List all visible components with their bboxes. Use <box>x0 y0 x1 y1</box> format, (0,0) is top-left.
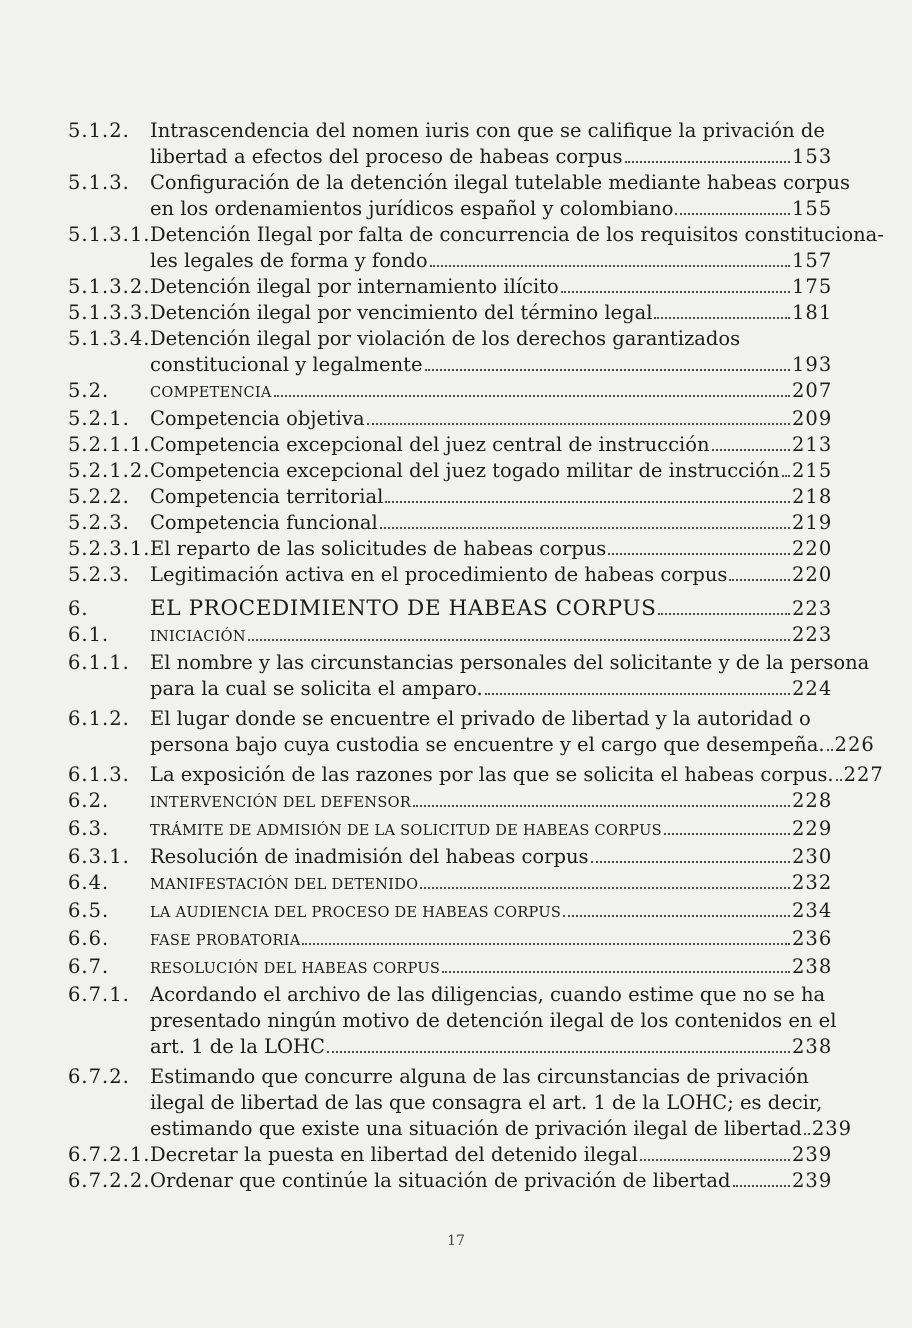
dot-leader <box>625 161 791 163</box>
dot-leader <box>327 1051 790 1053</box>
entry-title-line: El lugar donde se encuentre el privado de libertad y la autoridad o <box>150 707 811 730</box>
entry-title-line: Detención ilegal por vencimiento del término legal <box>150 301 653 324</box>
entry-title-line: presentado ningún motivo de detención ilegal de los contenidos en el <box>150 1009 837 1032</box>
dot-leader <box>658 613 790 615</box>
entry-title-line: LA AUDIENCIA DEL PROCESO DE HABEAS CORPUS <box>150 905 562 921</box>
entry-page: 213 <box>792 433 833 456</box>
entry-number: 6.2. <box>68 789 110 812</box>
toc-entry <box>68 762 884 788</box>
toc-entry <box>68 706 875 758</box>
entry-title-line: para la cual se solicita el amparo. <box>150 677 483 700</box>
entry-page: 181 <box>792 301 833 324</box>
entry-title-line: Ordenar que continúe la situación de privación de libertad <box>150 1169 731 1192</box>
entry-number: 6.1.1. <box>68 651 130 674</box>
entry-title-line: Competencia excepcional del juez togado militar de instrucción <box>150 459 780 482</box>
entry-number: 5.2.1.2. <box>68 459 151 482</box>
entry-title-line: La exposición de las razones por las que se solicita el habeas corpus. <box>150 763 834 786</box>
dot-leader <box>442 971 790 973</box>
dot-leader <box>675 213 790 215</box>
entry-page: 224 <box>792 677 833 700</box>
entry-title-line: Intrascendencia del nomen iuris con que se califique la privación de <box>150 119 825 142</box>
entry-number: 5.2.1. <box>68 407 130 430</box>
entry-title-line: Competencia objetiva <box>150 407 365 430</box>
entry-page: 239 <box>792 1169 833 1192</box>
entry-title-line: EL PROCEDIMIENTO DE HABEAS CORPUS <box>150 596 657 621</box>
dot-leader <box>248 639 790 641</box>
entry-number: 6.6. <box>68 927 110 950</box>
entry-title-line: persona bajo cuya custodia se encuentre y el cargo que desempeña. <box>150 733 825 756</box>
entry-number: 6.7.2. <box>68 1065 130 1088</box>
entry-page: 239 <box>792 1143 833 1166</box>
entry-title-line: Decretar la puesta en libertad del detenido ilegal <box>150 1143 638 1166</box>
entry-title-line: Competencia territorial <box>150 485 384 508</box>
entry-number: 5.2.3. <box>68 563 130 586</box>
entry-title-line: Legitimación activa en el procedimiento de habeas corpus <box>150 563 728 586</box>
entry-page: 219 <box>792 511 833 534</box>
toc-entry <box>68 510 832 536</box>
entry-number: 5.1.3.3. <box>68 301 151 324</box>
dot-leader <box>485 693 790 695</box>
entry-title-line: art. 1 de la LOHC <box>150 1035 325 1058</box>
entry-number: 5.2. <box>68 379 110 402</box>
entry-number: 5.2.1.1. <box>68 433 151 456</box>
entry-page: 232 <box>792 871 833 894</box>
dot-leader <box>654 317 790 319</box>
entry-title-line: les legales de forma y fondo <box>150 249 428 272</box>
entry-page: 223 <box>792 597 833 620</box>
toc-entry <box>68 222 884 274</box>
toc-entry <box>68 484 832 510</box>
entry-number: 6.7. <box>68 955 110 978</box>
entry-page: 238 <box>792 1035 833 1058</box>
entry-title-line: Acordando el archivo de las diligencias, cuando estime que no se ha <box>150 983 826 1006</box>
dot-leader <box>729 579 790 581</box>
entry-title-line: estimando que existe una situación de privación ilegal de libertad <box>150 1117 802 1140</box>
toc-entry <box>68 536 832 562</box>
dot-leader <box>712 449 790 451</box>
entry-page: 223 <box>792 623 833 646</box>
dot-leader <box>420 887 790 889</box>
entry-page: 209 <box>792 407 833 430</box>
dot-leader <box>380 527 790 529</box>
entry-title-line: Detención Ilegal por falta de concurrencia de los requisitos constituciona- <box>150 223 884 246</box>
entry-title-line: El nombre y las circunstancias personales del solicitante y de la persona <box>150 651 870 674</box>
toc-entry <box>68 458 832 484</box>
toc-entry <box>68 1168 832 1194</box>
entry-number: 6.7.2.1. <box>68 1143 151 1166</box>
toc-entry <box>68 406 832 432</box>
toc-entry <box>68 274 832 300</box>
entry-number: 5.1.3. <box>68 171 130 194</box>
toc-entry <box>68 622 832 650</box>
toc-entry <box>68 1064 853 1142</box>
entry-title-line: constitucional y legalmente <box>150 353 423 376</box>
entry-page: 155 <box>792 197 833 220</box>
entry-title-line: TRÁMITE DE ADMISIÓN DE LA SOLICITUD DE HABEAS CORPUS <box>150 823 662 839</box>
toc-entry <box>68 118 832 170</box>
toc-entry <box>68 1142 832 1168</box>
entry-page: 227 <box>843 763 884 786</box>
toc-entry <box>68 926 832 954</box>
dot-leader <box>385 501 790 503</box>
page-number: 17 <box>447 1233 465 1249</box>
entry-number: 5.1.3.1. <box>68 223 151 246</box>
dot-leader <box>430 265 790 267</box>
entry-number: 5.2.3. <box>68 511 130 534</box>
entry-number: 5.1.3.4. <box>68 327 151 350</box>
entry-page: 234 <box>792 899 833 922</box>
entry-page: 229 <box>792 817 833 840</box>
entry-number: 5.1.3.2. <box>68 275 151 298</box>
toc-entry <box>68 596 832 622</box>
toc-entry <box>68 788 832 816</box>
entry-page: 238 <box>792 955 833 978</box>
dot-leader <box>413 805 790 807</box>
dot-leader <box>591 861 790 863</box>
dot-leader <box>608 553 790 555</box>
entry-number: 5.2.3.1. <box>68 537 151 560</box>
entry-title-line: COMPETENCIA <box>150 385 272 401</box>
dot-leader <box>640 1159 790 1161</box>
entry-number: 6.7.1. <box>68 983 130 1006</box>
toc-entry <box>68 432 832 458</box>
entry-title-line: El reparto de las solicitudes de habeas corpus <box>150 537 607 560</box>
entry-number: 6.1. <box>68 623 110 646</box>
entry-title-line: INICIACIÓN <box>150 629 246 645</box>
entry-page: 228 <box>792 789 833 812</box>
toc-entry <box>68 954 832 982</box>
entry-title-line: Configuración de la detención ilegal tutelable mediante habeas corpus <box>150 171 850 194</box>
entry-number: 6.3.1. <box>68 845 130 868</box>
toc-entry <box>68 300 832 326</box>
entry-page: 193 <box>792 353 833 376</box>
entry-title-line: Resolución de inadmisión del habeas corpus <box>150 845 589 868</box>
entry-number: 6.4. <box>68 871 110 894</box>
entry-number: 6. <box>68 597 89 620</box>
entry-title-line: Competencia excepcional del juez central de instrucción <box>150 433 710 456</box>
entry-page: 230 <box>792 845 833 868</box>
entry-page: 218 <box>792 485 833 508</box>
dot-leader <box>302 943 790 945</box>
dot-leader <box>561 291 790 293</box>
toc-entry <box>68 844 832 870</box>
entry-number: 6.3. <box>68 817 110 840</box>
entry-title-line: en los ordenamientos jurídicos español y colombiano <box>150 197 674 220</box>
dot-leader <box>827 749 833 751</box>
table-of-contents <box>68 118 884 1194</box>
toc-entry <box>68 378 832 406</box>
entry-number: 6.7.2.2. <box>68 1169 151 1192</box>
entry-title-line: Competencia funcional <box>150 511 378 534</box>
toc-entry <box>68 650 870 702</box>
entry-number: 6.1.3. <box>68 763 130 786</box>
toc-entry <box>68 562 832 588</box>
toc-entry <box>68 326 832 378</box>
entry-page: 236 <box>792 927 833 950</box>
entry-page: 207 <box>792 379 833 402</box>
toc-entry <box>68 870 832 898</box>
entry-number: 5.2.2. <box>68 485 130 508</box>
entry-number: 5.1.2. <box>68 119 130 142</box>
dot-leader <box>425 369 790 371</box>
toc-entry <box>68 982 837 1060</box>
entry-number: 6.5. <box>68 899 110 922</box>
entry-title-line: Estimando que concurre alguna de las circunstancias de privación <box>150 1065 809 1088</box>
entry-title-line: MANIFESTACIÓN DEL DETENIDO <box>150 877 419 893</box>
entry-title-line: INTERVENCIÓN DEL DEFENSOR <box>150 795 412 811</box>
entry-page: 220 <box>792 537 833 560</box>
entry-page: 239 <box>811 1117 853 1140</box>
entry-number: 6.1.2. <box>68 707 130 730</box>
entry-page: 226 <box>834 733 875 756</box>
dot-leader <box>664 833 790 835</box>
dot-leader <box>367 423 790 425</box>
toc-entry <box>68 898 832 926</box>
entry-title-line: ilegal de libertad de las que consagra el art. 1 de la LOHC; es decir, <box>150 1091 823 1114</box>
entry-page: 157 <box>792 249 833 272</box>
dot-leader <box>733 1185 791 1187</box>
entry-title-line: Detención ilegal por internamiento ilícito <box>150 275 559 298</box>
entry-page: 220 <box>792 563 833 586</box>
entry-title-line: RESOLUCIÓN DEL HABEAS CORPUS <box>150 961 441 977</box>
entry-page: 153 <box>792 145 833 168</box>
entry-title-line: Detención ilegal por violación de los derechos garantizados <box>150 327 741 350</box>
dot-leader <box>274 395 790 397</box>
dot-leader <box>563 915 790 917</box>
entry-title-line: FASE PROBATORIA <box>150 933 301 949</box>
dot-leader <box>782 475 790 477</box>
toc-entry <box>68 170 850 222</box>
entry-title-line: libertad a efectos del proceso de habeas corpus <box>150 145 623 168</box>
entry-page: 215 <box>792 459 833 482</box>
toc-entry <box>68 816 832 844</box>
dot-leader <box>836 779 842 781</box>
entry-page: 175 <box>792 275 833 298</box>
dot-leader <box>804 1133 810 1135</box>
